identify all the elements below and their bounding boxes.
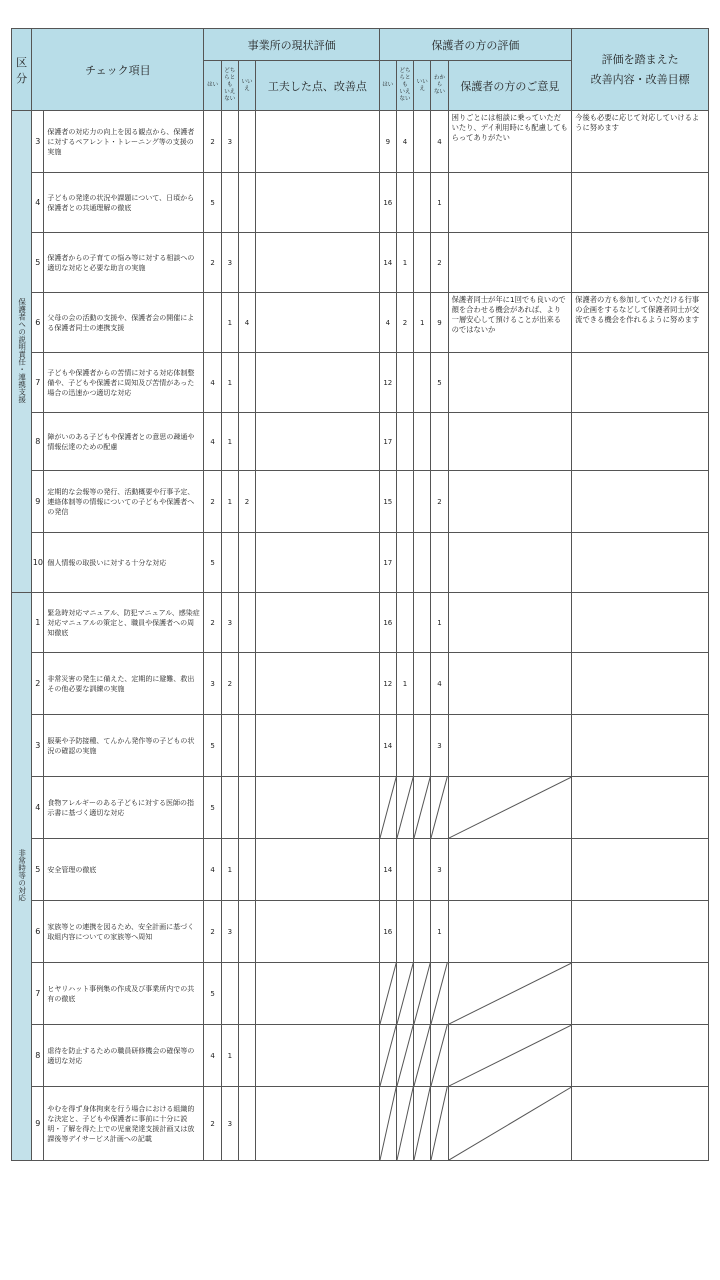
item-number: 7: [32, 353, 44, 413]
parent-unknown-count: [431, 1087, 448, 1161]
table-row: [12, 901, 709, 963]
office-comment: [256, 1087, 380, 1161]
parent-no-count: [414, 963, 431, 1025]
office-no-count: [238, 653, 255, 715]
parent-comment: [448, 1087, 572, 1161]
office-comment: [256, 901, 380, 963]
check-item-text: 子どもや保護者からの苦情に対する対応体制整備や、子どもや保護者に周知及び苦情があった場合の迅速かつ適切な対応: [44, 353, 204, 413]
parent-no-count: [414, 413, 431, 471]
parent-unknown-count: 4: [431, 653, 448, 715]
parent-unknown-count: 5: [431, 353, 448, 413]
office-yes-count: 3: [204, 653, 221, 715]
parent-unknown-count: [431, 413, 448, 471]
improvement-text: [572, 173, 709, 233]
parent-no-count: [414, 1087, 431, 1161]
office-yes-count: 4: [204, 839, 221, 901]
check-item-text: 緊急時対応マニュアル、防犯マニュアル、感染症対応マニュアルの策定と、職員や保護者への周知徹底: [44, 593, 204, 653]
parent-no-count: [414, 715, 431, 777]
parent-neither-count: [396, 533, 413, 593]
evaluation-table: [11, 28, 709, 1161]
check-item-text: 個人情報の取扱いに対する十分な対応: [44, 533, 204, 593]
table-row: [12, 353, 709, 413]
office-neither-count: 1: [221, 293, 238, 353]
office-no-count: [238, 839, 255, 901]
office-neither-count: 3: [221, 901, 238, 963]
parent-yes-count: 14: [379, 715, 396, 777]
improvement-text: [572, 413, 709, 471]
table-row: [12, 293, 709, 353]
check-item-text: 父母の会の活動の支援や、保護者会の開催による保護者同士の連携支援: [44, 293, 204, 353]
office-no-count: [238, 715, 255, 777]
item-number: 8: [32, 413, 44, 471]
table-row: [12, 777, 709, 839]
office-comment: [256, 839, 380, 901]
parent-no-count: [414, 471, 431, 533]
office-neither-count: 3: [221, 1087, 238, 1161]
office-comment: [256, 173, 380, 233]
office-yes-count: [204, 293, 221, 353]
check-item-text: 定期的な会報等の発行、活動概要や行事予定、連絡体制等の情報についての子どもや保護者への発信: [44, 471, 204, 533]
table-row: [12, 111, 709, 173]
parent-comment: [448, 471, 572, 533]
office-neither-count: [221, 963, 238, 1025]
item-number: 7: [32, 963, 44, 1025]
parent-yes-count: 12: [379, 353, 396, 413]
office-comment: [256, 233, 380, 293]
section-label-emergency: [12, 593, 32, 1161]
improvement-text: [572, 593, 709, 653]
improvement-text: [572, 901, 709, 963]
parent-yes-count: [379, 1025, 396, 1087]
parent-unknown-count: 1: [431, 593, 448, 653]
office-yes-count: 2: [204, 593, 221, 653]
office-no-count: [238, 593, 255, 653]
office-comment: [256, 111, 380, 173]
office-comment: [256, 593, 380, 653]
check-item-text: 安全管理の徹底: [44, 839, 204, 901]
office-yes-count: 2: [204, 233, 221, 293]
office-neither-count: 1: [221, 471, 238, 533]
parent-yes-count: [379, 963, 396, 1025]
header-parent-comment: 保護者の方のご意見: [448, 61, 572, 111]
table-row: [12, 1087, 709, 1161]
office-comment: [256, 353, 380, 413]
improvement-text: [572, 715, 709, 777]
item-number: 2: [32, 653, 44, 715]
improvement-text: [572, 963, 709, 1025]
office-no-count: [238, 413, 255, 471]
office-yes-count: 2: [204, 471, 221, 533]
office-no-count: [238, 963, 255, 1025]
office-comment: [256, 293, 380, 353]
parent-comment: 保護者同士が年に1回でも良いので顔を合わせる機会があれば、より一層安心して預けることが出来るのではないか: [448, 293, 572, 353]
improvement-text: 保護者の方も参加していただける行事の企画をするなどして保護者同士が交流できる機会を作れるように努めます: [572, 293, 709, 353]
parent-unknown-count: 2: [431, 233, 448, 293]
parent-neither-count: [396, 353, 413, 413]
parent-unknown-count: 9: [431, 293, 448, 353]
table-row: [12, 471, 709, 533]
office-neither-count: [221, 533, 238, 593]
office-neither-count: 3: [221, 233, 238, 293]
parent-no-count: [414, 653, 431, 715]
parent-no-count: [414, 901, 431, 963]
item-number: 10: [32, 533, 44, 593]
item-number: 1: [32, 593, 44, 653]
office-yes-count: 4: [204, 1025, 221, 1087]
parent-unknown-count: 3: [431, 715, 448, 777]
parent-yes-count: 17: [379, 413, 396, 471]
office-no-count: 2: [238, 471, 255, 533]
office-comment: [256, 653, 380, 715]
parent-neither-count: [396, 593, 413, 653]
parent-no-count: [414, 353, 431, 413]
office-comment: [256, 1025, 380, 1087]
check-item-text: やむを得ず身体拘束を行う場合における組織的な決定と、子どもや保護者に事前に十分に説明・了解を得た上での児童発達支援計画又は放課後等デイサービス計画への記載: [44, 1087, 204, 1161]
parent-unknown-count: 4: [431, 111, 448, 173]
header-parent-unknown: わから ない: [431, 61, 448, 111]
parent-comment: [448, 839, 572, 901]
parent-yes-count: 14: [379, 839, 396, 901]
parent-no-count: [414, 1025, 431, 1087]
parent-neither-count: [396, 471, 413, 533]
improvement-text: [572, 533, 709, 593]
parent-unknown-count: [431, 963, 448, 1025]
office-yes-count: 2: [204, 1087, 221, 1161]
table-body: [12, 111, 709, 1161]
office-yes-count: 2: [204, 901, 221, 963]
parent-neither-count: [396, 715, 413, 777]
check-item-text: 非常災害の発生に備えた、定期的に避難、救出その他必要な訓練の実施: [44, 653, 204, 715]
office-yes-count: 5: [204, 777, 221, 839]
table-row: [12, 413, 709, 471]
parent-neither-count: [396, 1025, 413, 1087]
office-comment: [256, 715, 380, 777]
parent-comment: [448, 653, 572, 715]
parent-comment: [448, 233, 572, 293]
improvement-text: [572, 471, 709, 533]
office-yes-count: 5: [204, 173, 221, 233]
parent-comment: [448, 593, 572, 653]
office-neither-count: 3: [221, 593, 238, 653]
header-parent-no: いいえ: [414, 61, 431, 111]
office-neither-count: 2: [221, 653, 238, 715]
parent-yes-count: 17: [379, 533, 396, 593]
office-neither-count: [221, 715, 238, 777]
item-number: 5: [32, 839, 44, 901]
item-number: 6: [32, 901, 44, 963]
office-neither-count: [221, 777, 238, 839]
office-comment: [256, 533, 380, 593]
parent-no-count: [414, 777, 431, 839]
office-comment: [256, 777, 380, 839]
office-neither-count: 1: [221, 353, 238, 413]
office-no-count: [238, 1087, 255, 1161]
office-neither-count: 1: [221, 1025, 238, 1087]
improvement-text: [572, 839, 709, 901]
item-number: 9: [32, 471, 44, 533]
parent-neither-count: 2: [396, 293, 413, 353]
header-parent-neither: どちらとも いえない: [396, 61, 413, 111]
office-no-count: [238, 901, 255, 963]
office-yes-count: 4: [204, 353, 221, 413]
parent-unknown-count: [431, 777, 448, 839]
parent-comment: [448, 173, 572, 233]
parent-no-count: [414, 839, 431, 901]
table-row: [12, 593, 709, 653]
check-item-text: 保護者からの子育ての悩み等に対する相談への適切な対応と必要な助言の実施: [44, 233, 204, 293]
item-number: 3: [32, 111, 44, 173]
header-parent-yes: はい: [379, 61, 396, 111]
office-no-count: [238, 111, 255, 173]
parent-neither-count: 4: [396, 111, 413, 173]
item-number: 5: [32, 233, 44, 293]
office-yes-count: 4: [204, 413, 221, 471]
header-office-eval: 事業所の現状評価: [204, 29, 379, 61]
parent-comment: [448, 777, 572, 839]
office-no-count: [238, 233, 255, 293]
office-no-count: 4: [238, 293, 255, 353]
table-row: [12, 173, 709, 233]
improvement-text: [572, 1025, 709, 1087]
check-item-text: 保護者の対応力の向上を図る観点から、保護者に対するペアレント・トレーニング等の支援の実施: [44, 111, 204, 173]
parent-yes-count: 15: [379, 471, 396, 533]
item-number: 8: [32, 1025, 44, 1087]
parent-neither-count: [396, 777, 413, 839]
improvement-text: [572, 653, 709, 715]
parent-neither-count: [396, 963, 413, 1025]
parent-comment: [448, 963, 572, 1025]
parent-yes-count: 4: [379, 293, 396, 353]
parent-unknown-count: [431, 533, 448, 593]
improvement-text: [572, 233, 709, 293]
office-no-count: [238, 353, 255, 413]
office-no-count: [238, 173, 255, 233]
header-office-yes: はい: [204, 61, 221, 111]
parent-neither-count: 1: [396, 653, 413, 715]
parent-unknown-count: [431, 1025, 448, 1087]
parent-comment: [448, 715, 572, 777]
check-item-text: 虐待を防止するための職員研修機会の確保等の適切な対応: [44, 1025, 204, 1087]
table-row: [12, 963, 709, 1025]
office-yes-count: 5: [204, 533, 221, 593]
table-row: [12, 839, 709, 901]
header-office-neither: どちらとも いえない: [221, 61, 238, 111]
parent-neither-count: 1: [396, 233, 413, 293]
office-no-count: [238, 1025, 255, 1087]
parent-neither-count: [396, 901, 413, 963]
parent-yes-count: [379, 1087, 396, 1161]
check-item-text: 家族等との連携を図るため、安全計画に基づく取組内容についての家族等へ周知: [44, 901, 204, 963]
office-yes-count: 2: [204, 111, 221, 173]
office-yes-count: 5: [204, 963, 221, 1025]
table-row: [12, 653, 709, 715]
header-parent-eval: 保護者の方の評価: [379, 29, 571, 61]
item-number: 4: [32, 777, 44, 839]
item-number: 4: [32, 173, 44, 233]
item-number: 3: [32, 715, 44, 777]
section-label-text: 非常時等の対応: [17, 848, 27, 902]
check-item-text: ヒヤリハット事例集の作成及び事業所内での共有の徹底: [44, 963, 204, 1025]
table-row: [12, 233, 709, 293]
parent-yes-count: 14: [379, 233, 396, 293]
check-item-text: 食物アレルギーのある子どもに対する医師の指示書に基づく適切な対応: [44, 777, 204, 839]
table-row: [12, 533, 709, 593]
office-no-count: [238, 533, 255, 593]
parent-comment: [448, 353, 572, 413]
parent-yes-count: [379, 777, 396, 839]
table-row: [12, 715, 709, 777]
parent-neither-count: [396, 839, 413, 901]
improvement-text: [572, 1087, 709, 1161]
parent-unknown-count: 1: [431, 901, 448, 963]
header-category: 区分: [12, 29, 32, 111]
parent-comment: [448, 1025, 572, 1087]
header-improvement: 評価を踏まえた 改善内容・改善目標: [572, 29, 709, 111]
parent-neither-count: [396, 1087, 413, 1161]
improvement-text: [572, 777, 709, 839]
parent-unknown-count: 1: [431, 173, 448, 233]
check-item-text: 服薬や予防接種、てんかん発作等の子どもの状況の確認の実施: [44, 715, 204, 777]
section-label-text: 保護者への説明責任・連携支援: [17, 297, 27, 403]
check-item-text: 子どもの発達の状況や課題について、日頃から保護者との共通理解の徹底: [44, 173, 204, 233]
parent-yes-count: 16: [379, 173, 396, 233]
office-neither-count: [221, 173, 238, 233]
item-number: 6: [32, 293, 44, 353]
office-comment: [256, 413, 380, 471]
check-item-text: 障がいのある子どもや保護者との意思の疎通や情報伝達のための配慮: [44, 413, 204, 471]
parent-yes-count: 9: [379, 111, 396, 173]
improvement-text: 今後も必要に応じて対応していけるように努めます: [572, 111, 709, 173]
office-comment: [256, 963, 380, 1025]
parent-unknown-count: 2: [431, 471, 448, 533]
parent-neither-count: [396, 173, 413, 233]
office-neither-count: 3: [221, 111, 238, 173]
improvement-text: [572, 353, 709, 413]
item-number: 9: [32, 1087, 44, 1161]
parent-no-count: [414, 111, 431, 173]
parent-no-count: [414, 233, 431, 293]
header-check-item: チェック項目: [32, 29, 204, 111]
parent-comment: [448, 413, 572, 471]
parent-comment: [448, 533, 572, 593]
header-office-comment: 工夫した点、改善点: [256, 61, 380, 111]
parent-yes-count: 12: [379, 653, 396, 715]
office-no-count: [238, 777, 255, 839]
parent-neither-count: [396, 413, 413, 471]
header-office-no: いいえ: [238, 61, 255, 111]
parent-yes-count: 16: [379, 901, 396, 963]
section-label-explanation: [12, 111, 32, 593]
parent-comment: [448, 901, 572, 963]
office-neither-count: 1: [221, 839, 238, 901]
parent-yes-count: 16: [379, 593, 396, 653]
parent-comment: 困りごとには相談に乗っていただいたり、デイ利用時にも配慮してもらってありがたい: [448, 111, 572, 173]
table-row: [12, 1025, 709, 1087]
parent-no-count: 1: [414, 293, 431, 353]
parent-unknown-count: 3: [431, 839, 448, 901]
parent-no-count: [414, 173, 431, 233]
office-yes-count: 5: [204, 715, 221, 777]
office-comment: [256, 471, 380, 533]
parent-no-count: [414, 593, 431, 653]
parent-no-count: [414, 533, 431, 593]
office-neither-count: 1: [221, 413, 238, 471]
